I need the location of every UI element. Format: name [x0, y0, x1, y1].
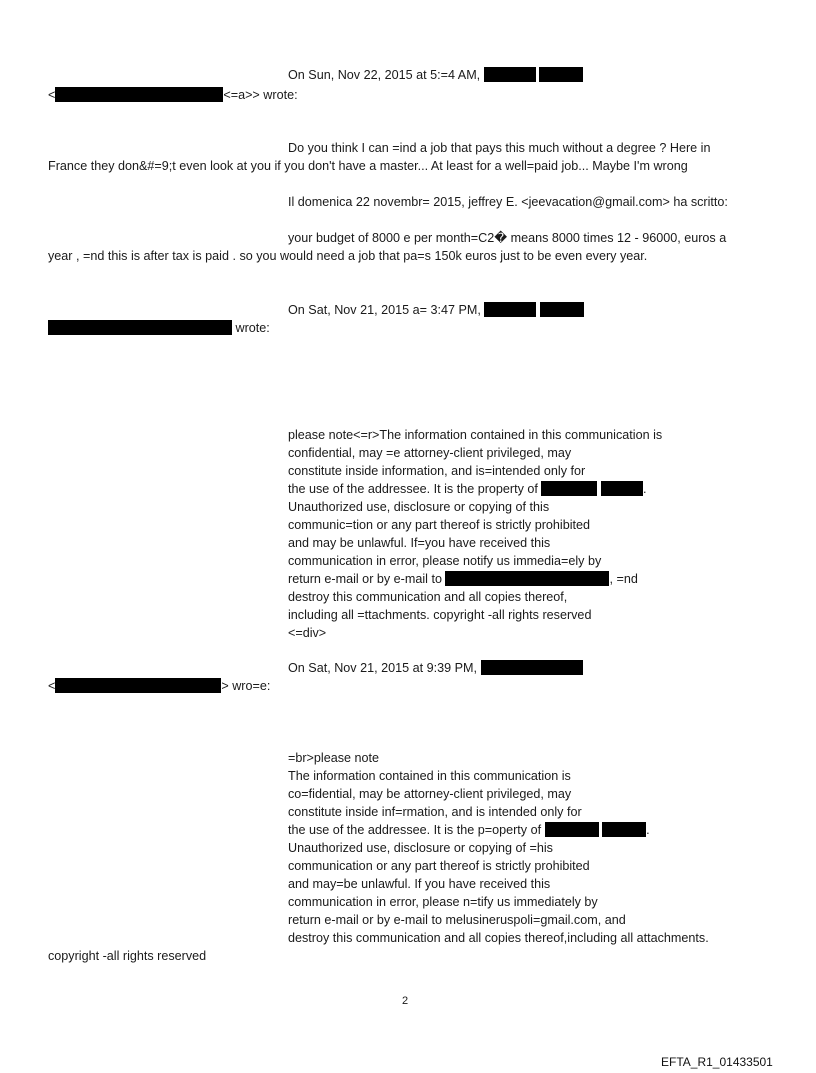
- redaction-bar: [55, 678, 221, 693]
- disclaimer-line: the use of the addressee. It is the p=operty of .: [288, 823, 650, 837]
- disclaimer-line: return e-mail or by e-mail to , =nd: [288, 572, 638, 586]
- quote-header-3-sender: wrote:: [48, 320, 270, 336]
- body-line: France they don&#=9;t even look at you if you don't have a master... At least for a well=paid job... Maybe I'm wrong: [48, 159, 688, 173]
- disclaimer-line: constitute inside information, and is=intended only for: [288, 464, 586, 478]
- disclaimer-line: communic=tion or any part thereof is strictly prohibited: [288, 518, 591, 532]
- quote-header-4-sender: < > wro=e:: [48, 679, 271, 693]
- quote-header-3: On Sat, Nov 21, 2015 a= 3:47 PM,: [288, 302, 584, 318]
- redaction-bar: [541, 481, 597, 496]
- disclaimer-line: confidential, may =e attorney-client privileged, may: [288, 446, 572, 460]
- redaction-bar: [55, 87, 223, 102]
- disclaimer-line: destroy this communication and all copies thereof,including all attachments.: [288, 931, 709, 945]
- disclaimer-line: the use of the addressee. It is the property of .: [288, 482, 647, 496]
- redaction-bar: [602, 822, 646, 837]
- redaction-bar: [539, 67, 583, 82]
- disclaimer-line: constitute inside inf=rmation, and is intended only for: [288, 805, 582, 819]
- body-line: your budget of 8000 e per month=C2� means 8000 times 12 - 96000, euros a: [288, 231, 727, 245]
- quote-header-1-sender: < <=a>> wrote:: [48, 88, 298, 102]
- document-id-footer: EFTA_R1_01433501: [661, 1055, 773, 1069]
- body-line: year , =nd this is after tax is paid . so you would need a job that pa=s 150k euros just to be even every year.: [48, 249, 648, 263]
- body-line: Do you think I can =ind a job that pays this much without a degree ? Here in: [288, 141, 711, 155]
- disclaimer-line: copyright -all rights reserved: [48, 949, 207, 963]
- quote-header-2: Il domenica 22 novembr= 2015, jeffrey E. <jeevacation@gmail.com> ha scritto:: [288, 195, 728, 209]
- page-number: 2: [402, 995, 409, 1007]
- redaction-bar: [484, 67, 536, 82]
- disclaimer-line: communication in error, please notify us immedia=ely by: [288, 554, 602, 568]
- disclaimer-line: co=fidential, may be attorney-client privileged, may: [288, 787, 572, 801]
- quote-header-4: On Sat, Nov 21, 2015 at 9:39 PM,: [288, 660, 583, 676]
- disclaimer-line: communication or any part thereof is strictly prohibited: [288, 859, 590, 873]
- redaction-bar: [601, 481, 643, 496]
- disclaimer-line: and may=be unlawful. If you have received this: [288, 877, 551, 891]
- redaction-bar: [481, 660, 583, 675]
- disclaimer-line: and may be unlawful. If=you have received this: [288, 536, 551, 550]
- redaction-bar: [445, 571, 609, 586]
- disclaimer-line: return e-mail or by e-mail to melusineruspoli=gmail.com, and: [288, 913, 626, 927]
- disclaimer-line: =br>please note: [288, 751, 380, 765]
- disclaimer-line: including all =ttachments. copyright -all rights reserved: [288, 608, 592, 622]
- redaction-bar: [540, 302, 584, 317]
- redaction-bar: [545, 822, 599, 837]
- quote-header-1: On Sun, Nov 22, 2015 at 5:=4 AM,: [288, 67, 583, 83]
- disclaimer-line: <=div>: [288, 626, 327, 640]
- redaction-bar: [48, 320, 232, 335]
- disclaimer-line: Unauthorized use, disclosure or copying of this: [288, 500, 550, 514]
- disclaimer-line: Unauthorized use, disclosure or copying of =his: [288, 841, 553, 855]
- disclaimer-line: The information contained in this communication is: [288, 769, 571, 783]
- disclaimer-line: destroy this communication and all copies thereof,: [288, 590, 568, 604]
- disclaimer-line: communication in error, please n=tify us immediately by: [288, 895, 598, 909]
- disclaimer-line: please note<=r>The information contained in this communication is: [288, 428, 663, 442]
- redaction-bar: [484, 302, 536, 317]
